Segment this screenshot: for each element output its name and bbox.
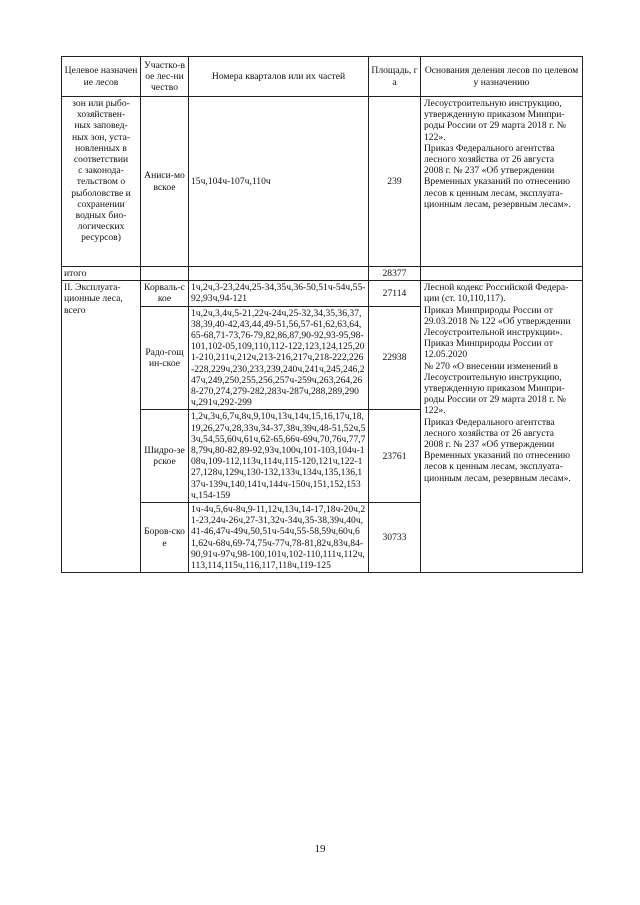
area-cell: 22938 (369, 306, 421, 410)
header-area: Площадь, га (369, 57, 421, 97)
quarters-cell: 1ч,2ч,3,4ч,5-21,22ч-24ч,25-32,34,35,36,37,38,39,40-42,43,44,49-51,56,57-61,62,63,64,65-68,71-73,76-79,82,86,87,90-92,93-95,98-101,102-05,109,110,112-122,123,124,125,201-210,211ч,212ч,213-216,217ч,218-222,226-228,229ч,230,233,239,240ч,241ч,245,246,247ч,249,250,255,256,257ч-259ч,263,264,268-270,274,279-282,283ч-287ч,288,289,290ч,291ч,292-299 (189, 306, 369, 410)
area-cell: 23761 (369, 410, 421, 503)
purpose-cell: зон или рыбо- хозяйствен- ных заповед- ных зон, уста- новленных в соответствии с законода- тельством о рыболовстве и сохранении водных био- логических ресурсов) (62, 97, 141, 267)
table-row-total (62, 267, 583, 281)
quarters-cell: 1ч-4ч,5,6ч-8ч,9-11,12ч,13ч,14-17,18ч-20ч,21-23,24ч-26ч,27-31,32ч-34ч,35-38,39ч,40ч,41-46,47ч-49ч,50,51ч-54ч,55-58,59ч,60ч,61,62ч-68ч,69-74,75ч-77ч,78-81,82ч,83ч,84-90,91ч-97ч,98-100,101ч,102-110,111ч,112ч,113,114,115ч,116,117,118ч,119-125 (189, 503, 369, 573)
area-cell: 239 (369, 97, 421, 267)
area-cell: 30733 (369, 503, 421, 573)
area-cell: 27114 (369, 281, 421, 306)
document-page (61, 56, 582, 573)
header-forestry: Участко-вое лес-ничество (141, 57, 189, 97)
total-empty-basis (421, 267, 583, 281)
page-number: 19 (314, 843, 326, 855)
header-basis: Основания деления лесов по целевому назначению (421, 57, 583, 97)
header-quarters: Номера кварталов или их частей (189, 57, 369, 97)
group-purpose-cell: II. Эксплуата- ционные леса, всего (62, 281, 141, 573)
table-header-row (62, 57, 583, 97)
group-basis-cell: Лесной кодекс Российской Федера- ции (ст. 10,110,117). Приказ Минприроды России от 29.03.2018 № 122 «Об утверждении Лесоустроительной инструкции». Приказ Минприроды России от 12.05.2020 № 270 «О внесении изменений в Лесоустроительную инструкцию, утвержденную приказом Минпри- роды России от 29 марта 2018 г. № 122». Приказ Федерального агентства лесного хозяйства от 26 августа 2008 г. № 237 «Об утверждении Временных указаний по отнесению лесов к ценным лесам, эксплуата- ционным лесам, резервным лесам». (421, 281, 583, 573)
total-label: итого (62, 267, 141, 281)
header-purpose: Целевое назначение лесов (62, 57, 141, 97)
table-row-anisimovskoe (62, 97, 583, 267)
forestry-cell: Аниси-мовское (141, 97, 189, 267)
total-empty-forestry (141, 267, 189, 281)
forest-purpose-table (61, 56, 583, 573)
quarters-cell: 1ч,2ч,3-23,24ч,25-34,35ч,36-50,51ч-54ч,55-92,93ч,94-121 (189, 281, 369, 306)
total-empty-quarters (189, 267, 369, 281)
quarters-cell: 1,2ч,3ч,6,7ч,8ч,9,10ч,13ч,14ч,15,16,17ч,18,19,26,27ч,28,33ч,34-37,38ч,39ч,48-51,52ч,53ч,54,55,60ч,61ч,62-65,66ч-69ч,70,76ч,77,78,79ч,80-82,89-92,93ч,100ч,101-103,104ч-108ч,109-112,113ч,114ч,115-120,121ч,122-127,128ч,129ч,130-132,133ч,134ч,135,136,137ч-139ч,140,141ч,144ч-150ч,151,152,153ч,154-159 (189, 410, 369, 503)
forestry-cell: Корваль-ское (141, 281, 189, 306)
forestry-cell: Радо-гощин-ское (141, 306, 189, 410)
forestry-cell: Шидро-зерское (141, 410, 189, 503)
total-area: 28377 (369, 267, 421, 281)
quarters-cell: 15ч,104ч-107ч,110ч (189, 97, 369, 267)
table-row-korvalskoe (62, 281, 583, 306)
forestry-cell: Боров-ское (141, 503, 189, 573)
basis-cell: Лесоустроительную инструкцию, утвержденную приказом Минпри- роды России от 29 марта 2018 г. № 122». Приказ Федерального агентства лесного хозяйства от 26 августа 2008 г. № 237 «Об утверждении Временных указаний по отнесению лесов к ценным лесам, эксплуата- ционным лесам, резервным лесам». (421, 97, 583, 267)
